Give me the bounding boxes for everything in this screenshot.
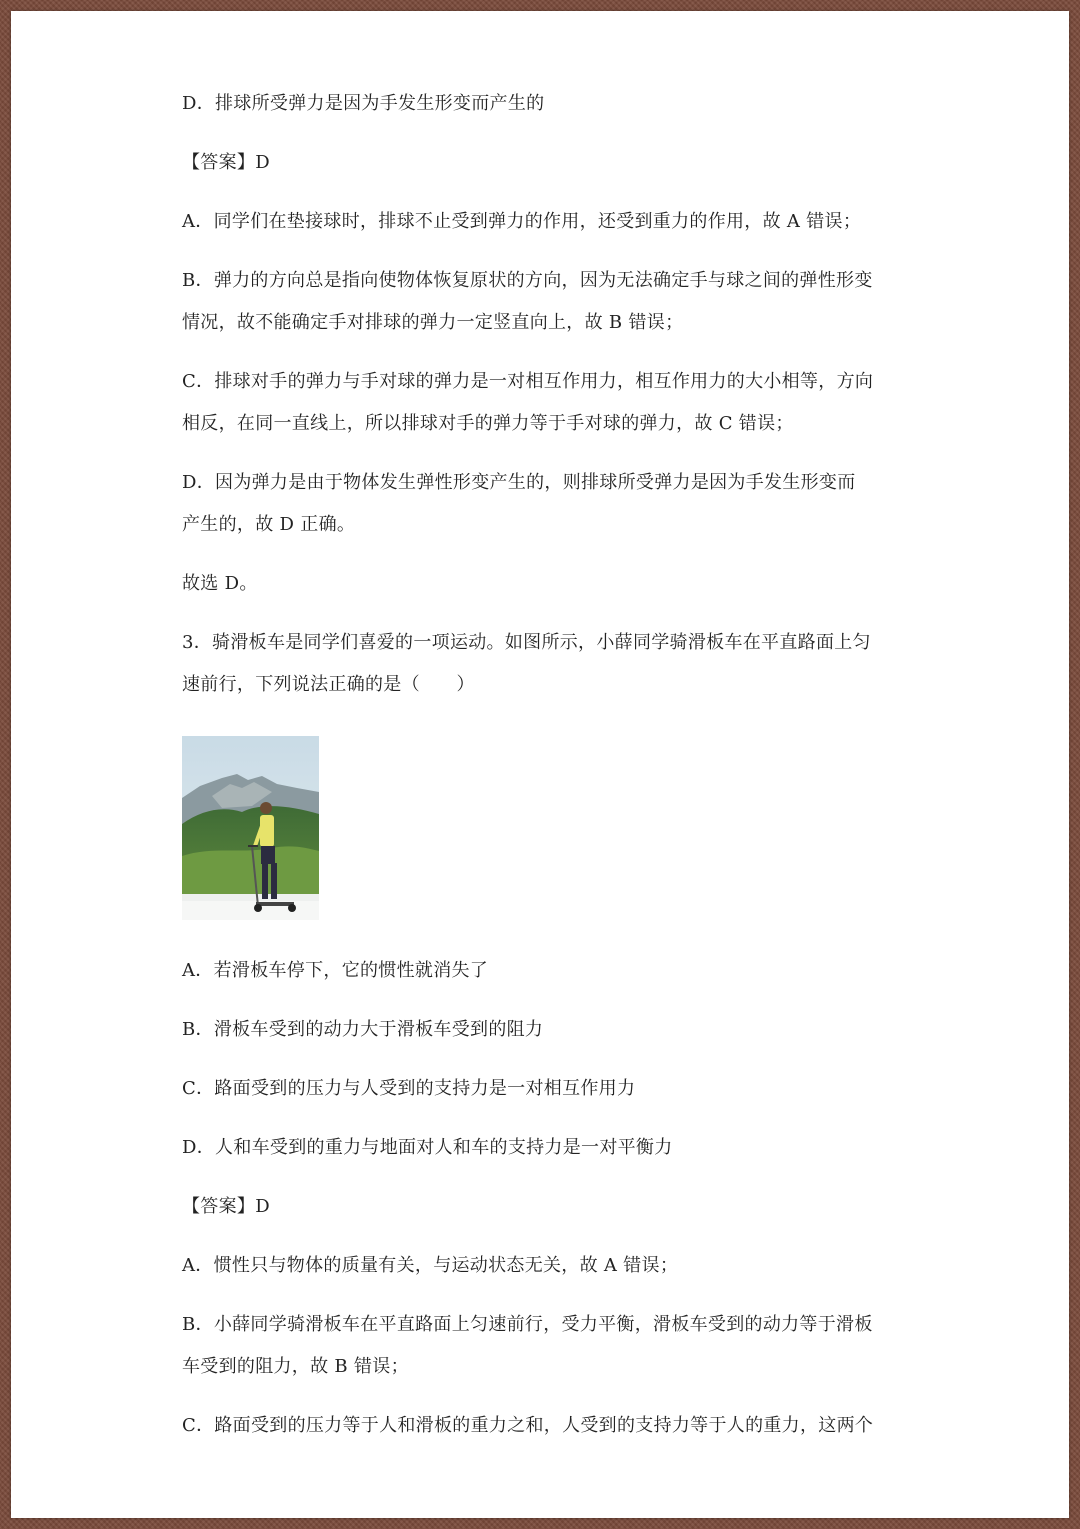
q3-explanation-b-line1: B．小薛同学骑滑板车在平直路面上匀速前行，受力平衡，滑板车受到的动力等于滑板 (182, 1314, 873, 1335)
document-page (11, 11, 1069, 1518)
q3-stem-line2: 速前行，下列说法正确的是（ ） (182, 674, 475, 695)
q2-explanation-d-line2: 产生的，故 D 正确。 (182, 514, 356, 535)
q2-option-d: D．排球所受弹力是因为手发生形变而产生的 (182, 93, 545, 114)
q2-conclusion: 故选 D。 (182, 573, 258, 594)
q3-option-b: B．滑板车受到的动力大于滑板车受到的阻力 (182, 1019, 544, 1040)
q2-explanation-c-line1: C．排球对手的弹力与手对球的弹力是一对相互作用力，相互作用力的大小相等，方向 (182, 371, 874, 392)
q2-answer: 【答案】D (182, 152, 270, 173)
q3-option-d: D．人和车受到的重力与地面对人和车的支持力是一对平衡力 (182, 1137, 673, 1158)
q2-explanation-b-line1: B．弹力的方向总是指向使物体恢复原状的方向，因为无法确定手与球之间的弹性形变 (182, 270, 873, 291)
q3-answer: 【答案】D (182, 1196, 270, 1217)
q2-explanation-c-line2: 相反，在同一直线上，所以排球对手的弹力等于手对球的弹力，故 C 错误； (182, 413, 794, 434)
q2-explanation-a: A．同学们在垫接球时，排球不止受到弹力的作用，还受到重力的作用，故 A 错误； (182, 211, 862, 232)
q2-explanation-d-line1: D．因为弹力是由于物体发生弹性形变产生的，则排球所受弹力是因为手发生形变而 (182, 472, 856, 493)
q3-explanation-a: A．惯性只与物体的质量有关，与运动状态无关，故 A 错误； (182, 1255, 679, 1276)
q3-stem-line1: 3．骑滑板车是同学们喜爱的一项运动。如图所示，小薛同学骑滑板车在平直路面上匀 (182, 632, 871, 653)
q2-explanation-b-line2: 情况，故不能确定手对排球的弹力一定竖直向上，故 B 错误； (182, 312, 684, 333)
q3-option-a: A．若滑板车停下，它的惯性就消失了 (182, 960, 489, 981)
q3-option-c: C．路面受到的压力与人受到的支持力是一对相互作用力 (182, 1078, 636, 1099)
q3-explanation-b-line2: 车受到的阻力，故 B 错误； (182, 1356, 409, 1377)
q3-explanation-c-line1: C．路面受到的压力等于人和滑板的重力之和，人受到的支持力等于人的重力，这两个 (182, 1415, 874, 1436)
scooter-rider-photo (182, 736, 319, 920)
